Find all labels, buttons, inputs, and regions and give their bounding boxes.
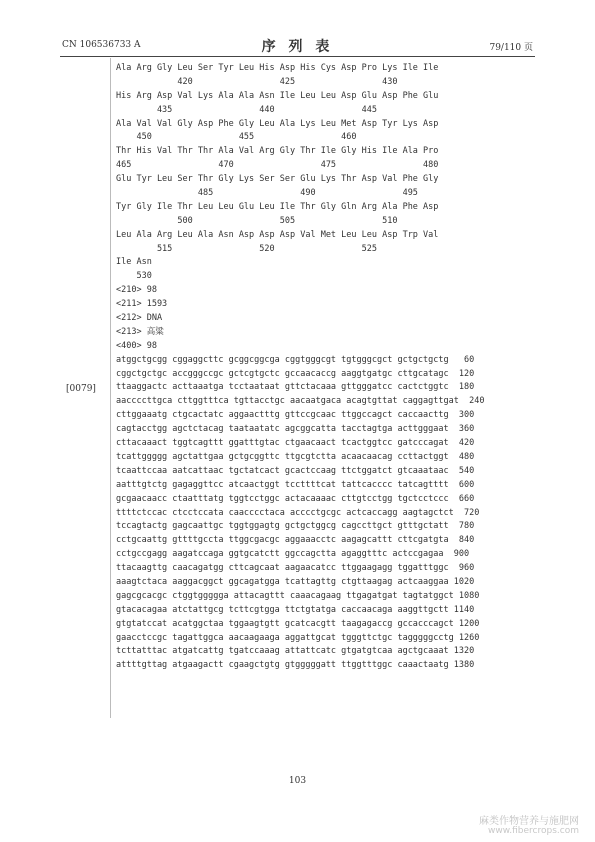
sequence-line: Ala Val Val Gly Asp Phe Gly Leu Ala Lys Leu Met Asp Tyr Lys Asp: [116, 118, 439, 129]
dna-line: tcattggggg agctattgaa gctgcggttc ttgcgtctta acaacaacag ccttactggt 480: [116, 451, 475, 462]
margin-rule: [110, 58, 111, 718]
sequence-line: Leu Ala Arg Leu Ala Asn Asp Asp Asp Val Met Leu Leu Asp Trp Val: [116, 229, 439, 240]
dna-line: gcgaacaacc ctaatttatg tggtcctggc actacaaaac cttgtcctgg tgctcctccc 660: [116, 493, 475, 504]
dna-line: ttttctccac ctcctccata caacccctaca acccctgcgc actcaccagg aagtagctct 720: [116, 507, 480, 518]
dna-line: cctgcaattg gttttgccta ttggcgacgc aggaaacctc aagagcattt cttcgatgta 840: [116, 535, 475, 546]
dna-line: gtacacagaa atctattgcg tcttcgtgga ttctgtatga caccaacaga aaggttgctt 1140: [116, 604, 475, 615]
paragraph-number: [0079]: [66, 384, 96, 394]
dna-line: cggctgctgc accgggccgc gctcgtgctc gccaacaccg aaggtgatgc cttgcatagc 120: [116, 368, 475, 379]
sequence-line: Ala Arg Gly Leu Ser Tyr Leu His Asp His Cys Asp Pro Lys Ile Ile: [116, 63, 439, 73]
sequence-line: 435 440 445: [116, 104, 377, 115]
dna-line: aaagtctaca aaggacggct ggcagatgga tcattagttg ctgttaagag actcaaggaa 1020: [116, 576, 475, 587]
dna-line: atggctgcgg cggaggcttc gcggcggcga cggtgggcgt tgtgggcgct gctgctgctg 60: [116, 354, 475, 365]
dna-line: attttgttag atgaagactt cgaagctgtg gtgggggatt ttggtttggc caaactaatg 1380: [116, 660, 475, 671]
dna-line: tcttatttac atgatcattg tgatccaaag attattcatc gtgatgtcaa agctgcaaat 1320: [116, 646, 475, 657]
dna-line: cagtacctgg agctctacag taataatatc agcggcatta tacctagtga acttgggaat 360: [116, 424, 475, 435]
sequence-listing: [116, 62, 484, 673]
dna-line: tccagtactg gagcaattgc tggtggagtg gctgctggcg cagccttgct gtttgctatt 780: [116, 521, 475, 532]
sequence-metadata-line: <211> 1593: [116, 299, 168, 310]
dna-line: ttaaggactc acttaaatga tcctaataat gttctacaaa gttgggatcc cactctggtc 180: [116, 382, 475, 393]
dna-line: cttacaaact tggtcagttt ggatttgtac ctgaacaact tcactggtcc gatcccagat 420: [116, 438, 475, 449]
dna-line: cctgccgagg aagatccaga ggtgcatctt ggccagctta agaggtttc actccgagaa 900: [116, 549, 470, 560]
watermark-text: 麻类作物营养与施肥网: [479, 816, 579, 827]
dna-line: ttacaagttg caacagatgg cttcagcaat aagaacatcc ttggaagagg tggatttggc 960: [116, 563, 475, 574]
dna-line: gaacctccgc tagattggca aacaagaaga aggattgcat tgggttctgc tagggggcctg 1260: [116, 632, 480, 643]
dna-line: aatttgtctg gagaggttcc atcaactggt tccttttcat tattcacccc tatcagtttt 600: [116, 479, 475, 490]
header-publication-number: CN 106536733 A: [62, 40, 141, 50]
sequence-line: 500 505 510: [116, 215, 398, 226]
sequence-line: His Arg Asp Val Lys Ala Ala Asn Ile Leu Leu Asp Glu Asp Phe Glu: [116, 90, 439, 101]
sequence-metadata-line: <212> DNA: [116, 313, 163, 324]
dna-line: gagcgcacgc ctggtggggga attacagttt caaacagaag ttgagatgat tagtatggct 1080: [116, 590, 480, 601]
dna-line: gtgtatccat acatggctaa tggaagtgtt gcatcacgtt taagagaccg gccacccagct 1200: [116, 618, 480, 629]
sequence-line: Thr His Val Thr Thr Ala Val Arg Gly Thr Ile Gly His Ile Ala Pro: [116, 146, 439, 157]
page-number: 103: [288, 776, 307, 786]
watermark-url: www.fibercrops.com: [488, 826, 579, 836]
sequence-line: Glu Tyr Leu Ser Thr Gly Lys Ser Ser Glu Lys Thr Asp Val Phe Gly: [116, 174, 439, 185]
sequence-metadata-line: <210> 98: [116, 285, 157, 296]
dna-line: aaccccttgca cttggtttca tgttacctgc aacaatgaca acagtgttat caggagttgat 240: [116, 396, 485, 407]
sequence-line: 450 455 460: [116, 132, 357, 143]
sequence-line: 485 490 495: [116, 188, 418, 199]
header-page-count: 79/110 页: [489, 43, 533, 53]
sequence-line: 465 470 475 480: [116, 160, 439, 171]
header-rule: [60, 56, 535, 57]
sequence-line: Tyr Gly Ile Thr Leu Leu Glu Leu Ile Thr Gly Gln Arg Ala Phe Asp: [116, 201, 439, 212]
header-title: 序 列 表: [261, 39, 334, 55]
sequence-line: 530: [116, 271, 152, 282]
sequence-line: Ile Asn: [116, 257, 152, 268]
sequence-line: 515 520 525: [116, 243, 377, 254]
sequence-metadata-line: <213> 高粱: [116, 326, 164, 337]
sequence-line: 420 425 430: [116, 76, 398, 87]
dna-line: cttggaaatg ctgcactatc aggaactttg gttccgcaac ttggccagct caccaacttg 300: [116, 410, 475, 421]
sequence-metadata-line: <400> 98: [116, 340, 157, 351]
dna-line: tcaattccaa aatcattaac tgctatcact gcactccaag ttctggatct gtcaaataac 540: [116, 465, 475, 476]
